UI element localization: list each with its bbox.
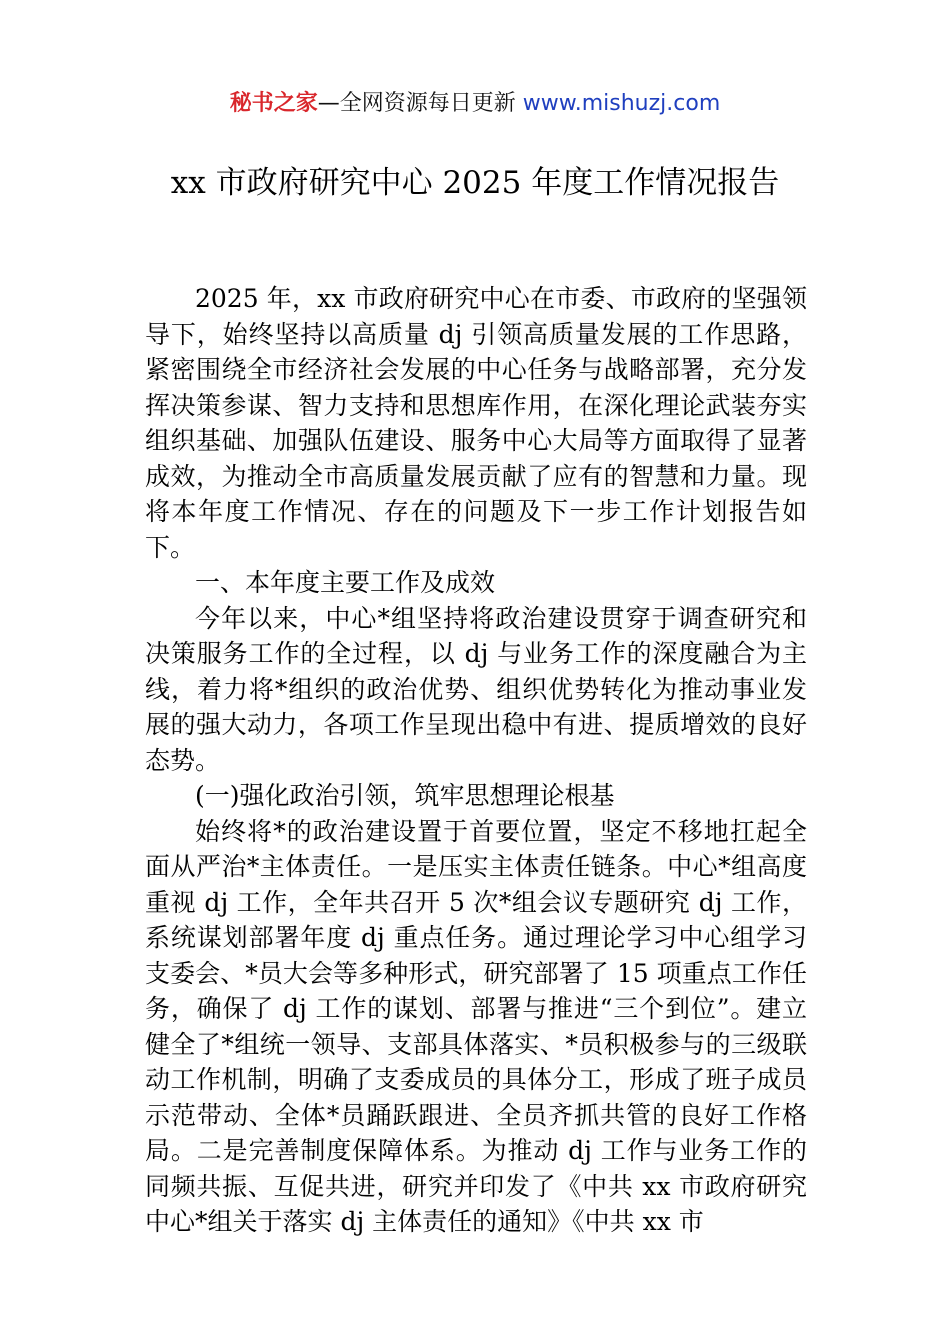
subsection-paragraph: 始终将*的政治建设置于首要位置，坚定不移地扛起全面从严治*主体责任。一是压实主体责任链条。中心*组高度重视 dj 工作，全年共召开 5 次*组会议专题研究 dj 工作，系统谋划部署年度 dj 重点任务。通过理论学习中心组学习支委会、*员大会等多种形式，研究部署了 15 项重点工作任务，确保了 dj 工作的谋划、部署与推进“三个到位”。建立健全了*组统一领导、支部具体落实、*员积极参与的三级联动工作机制，明确了支委成员的具体分工，形成了班子成员示范带动、全体*员踊跃跟进、全员齐抓共管的良好工作格局。二是完善制度保障体系。为推动 dj 工作与业务工作的同频共振、互促共进，研究并印发了《中共 xx 市政府研究中心*组关于落实 dj 主体责任的通知》《中共 xx 市 [145,816,807,1236]
site-header [0,88,950,120]
document-body [145,281,807,1240]
section-paragraph: 今年以来，中心*组坚持将政治建设贯穿于调查研究和决策服务工作的全过程，以 dj 与业务工作的深度融合为主线，着力将*组织的政治优势、组织优势转化为推动事业发展的强大动力，各项工作呈现出稳中有进、提质增效的良好态势。 [145,603,807,775]
site-tagline: —全网资源每日更新 [317,91,523,116]
site-url-link[interactable]: www.mishuzj.com [522,91,721,116]
document-title: xx 市政府研究中心 2025 年度工作情况报告 [170,165,780,201]
site-brand: 秘书之家 [229,91,318,116]
intro-paragraph: 2025 年，xx 市政府研究中心在市委、市政府的坚强领导下，始终坚持以高质量 dj 引领高质量发展的工作思路，紧密围绕全市经济社会发展的中心任务与战略部署，充分发挥决策参谋、智力支持和思想库作用，在深化理论武装夯实组织基础、加强队伍建设、服务中心大局等方面取得了显著成效，为推动全市高质量发展贡献了应有的智慧和力量。现将本年度工作情况、存在的问题及下一步工作计划报告如下。 [145,284,807,562]
subsection-heading: (一)强化政治引领，筑牢思想理论根基 [195,781,615,810]
section-heading: 一、本年度主要工作及成效 [195,568,496,597]
